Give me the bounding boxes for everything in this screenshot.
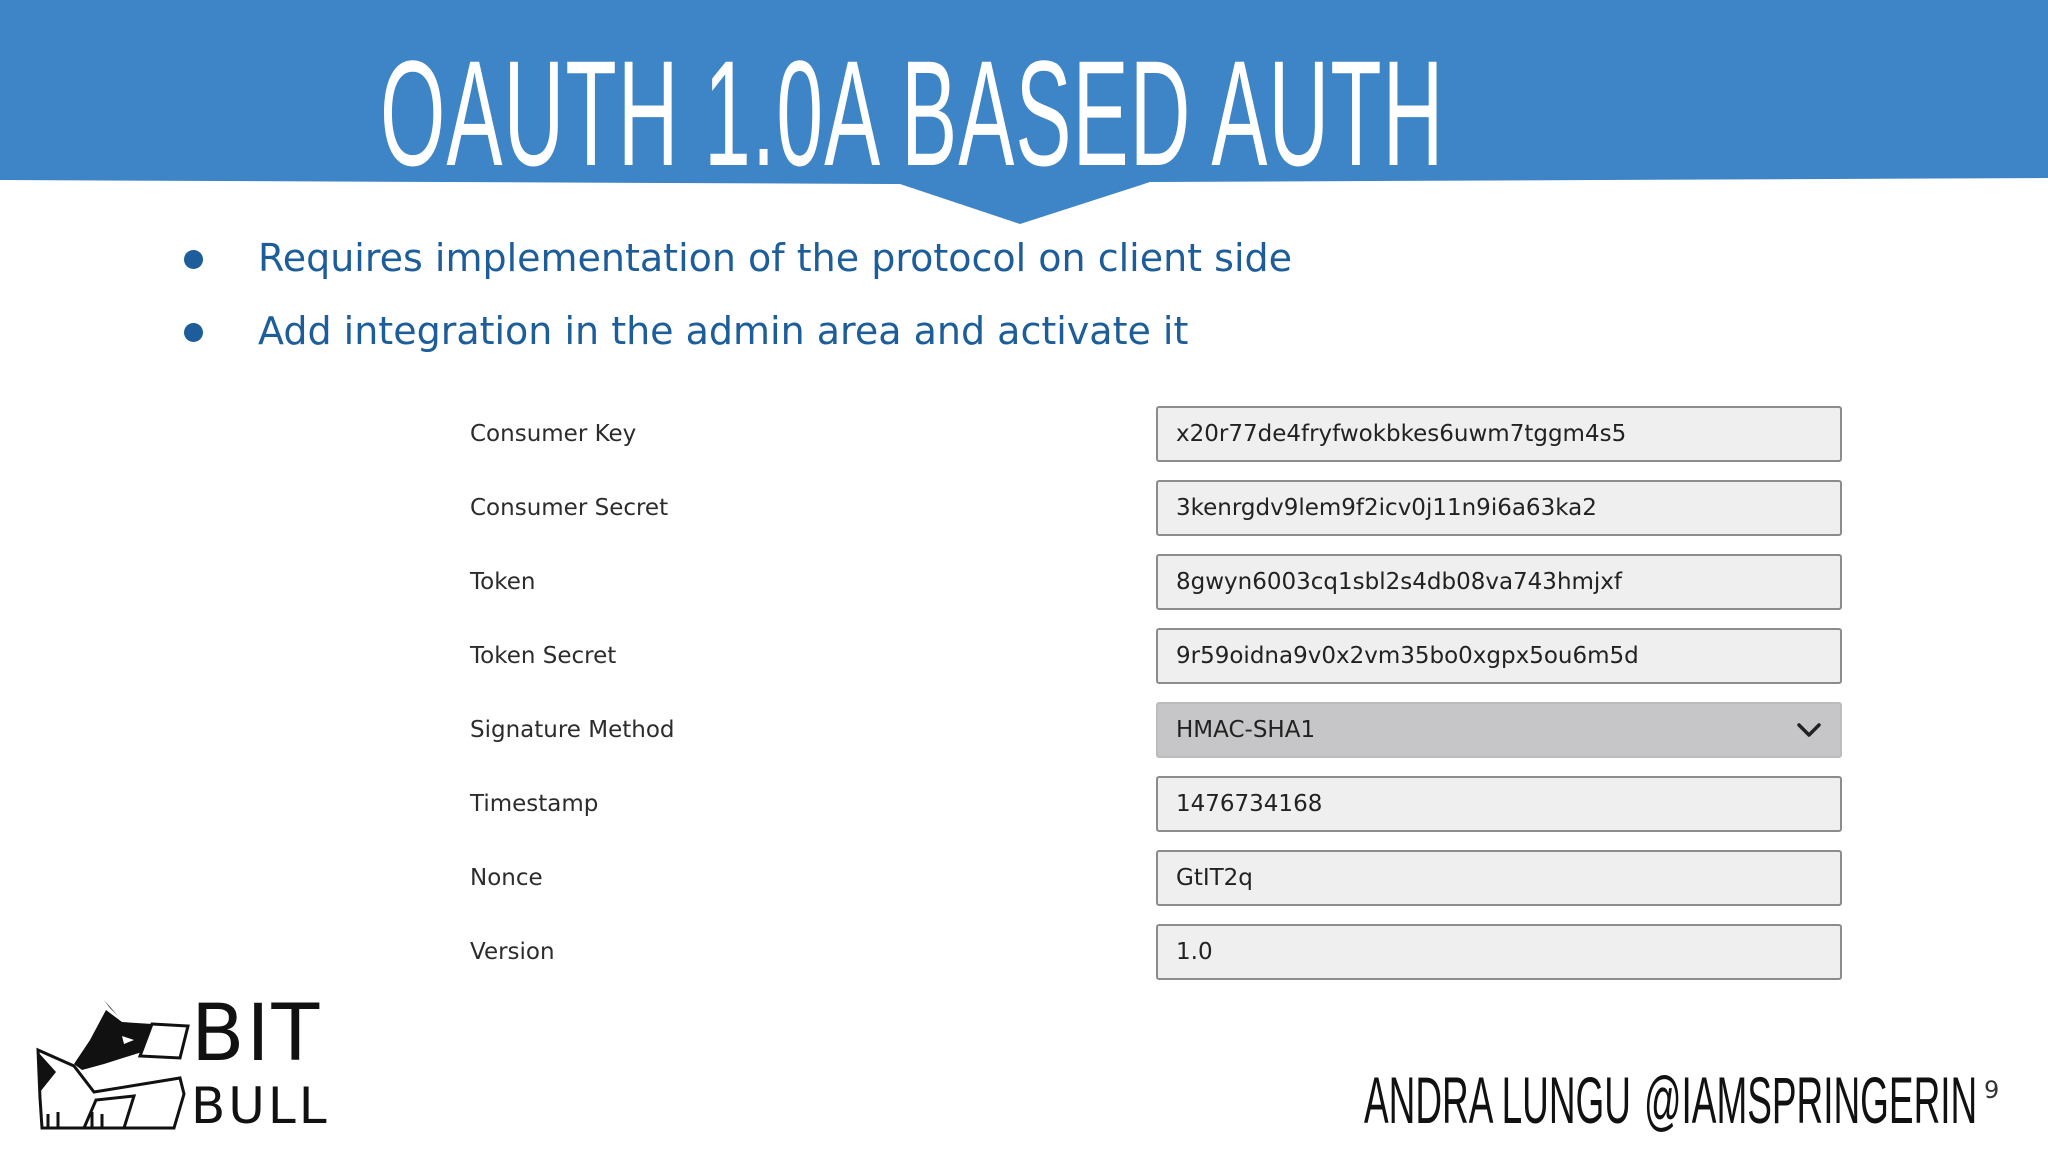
form-row-nonce	[0, 850, 2048, 906]
footer-handle: @IAMSPRINGERIN	[1644, 1063, 1978, 1137]
timestamp-label: Timestamp	[470, 791, 599, 817]
consumer-secret-input[interactable]	[1156, 480, 1842, 536]
bitbull-logo	[34, 989, 334, 1135]
bull-logo-icon	[34, 1000, 194, 1135]
form-row-version	[0, 924, 2048, 980]
token-label: Token	[470, 569, 536, 595]
bullet-list	[0, 222, 2048, 368]
token-input[interactable]	[1156, 554, 1842, 610]
version-label: Version	[470, 939, 555, 965]
signature-method-select[interactable]	[1156, 702, 1842, 758]
logo-word-bit: BIT	[191, 989, 322, 1079]
nonce-input[interactable]	[1156, 850, 1842, 906]
form-row-token	[0, 554, 2048, 610]
bullet-item	[0, 222, 2048, 295]
footer-author: ANDRA LUNGU	[1364, 1063, 1631, 1137]
chevron-down-icon	[1796, 719, 1822, 741]
form-row-timestamp	[0, 776, 2048, 832]
nonce-label: Nonce	[470, 865, 543, 891]
form-row-signature-method	[0, 702, 2048, 758]
logo-word-bull: BULL	[191, 1077, 330, 1135]
bullet-dot-icon	[184, 323, 203, 342]
bullet-text: Requires implementation of the protocol on client side	[258, 236, 1292, 280]
signature-method-value: HMAC-SHA1	[1176, 717, 1316, 743]
token-secret-input[interactable]	[1156, 628, 1842, 684]
form-row-consumer-secret	[0, 480, 2048, 536]
signature-method-label: Signature Method	[470, 717, 675, 743]
form-row-consumer-key	[0, 406, 2048, 462]
timestamp-input[interactable]	[1156, 776, 1842, 832]
consumer-key-input[interactable]	[1156, 406, 1842, 462]
bullet-text: Add integration in the admin area and activate it	[258, 309, 1189, 353]
page-number: 9	[1984, 1076, 2000, 1104]
version-input[interactable]	[1156, 924, 1842, 980]
consumer-key-label: Consumer Key	[470, 421, 637, 447]
form-row-token-secret	[0, 628, 2048, 684]
slide-title: OAUTH 1.0A BASED AUTH	[380, 29, 1445, 197]
bullet-dot-icon	[184, 250, 203, 269]
bullet-item	[0, 295, 2048, 368]
token-secret-label: Token Secret	[470, 643, 617, 669]
consumer-secret-label: Consumer Secret	[470, 495, 669, 521]
